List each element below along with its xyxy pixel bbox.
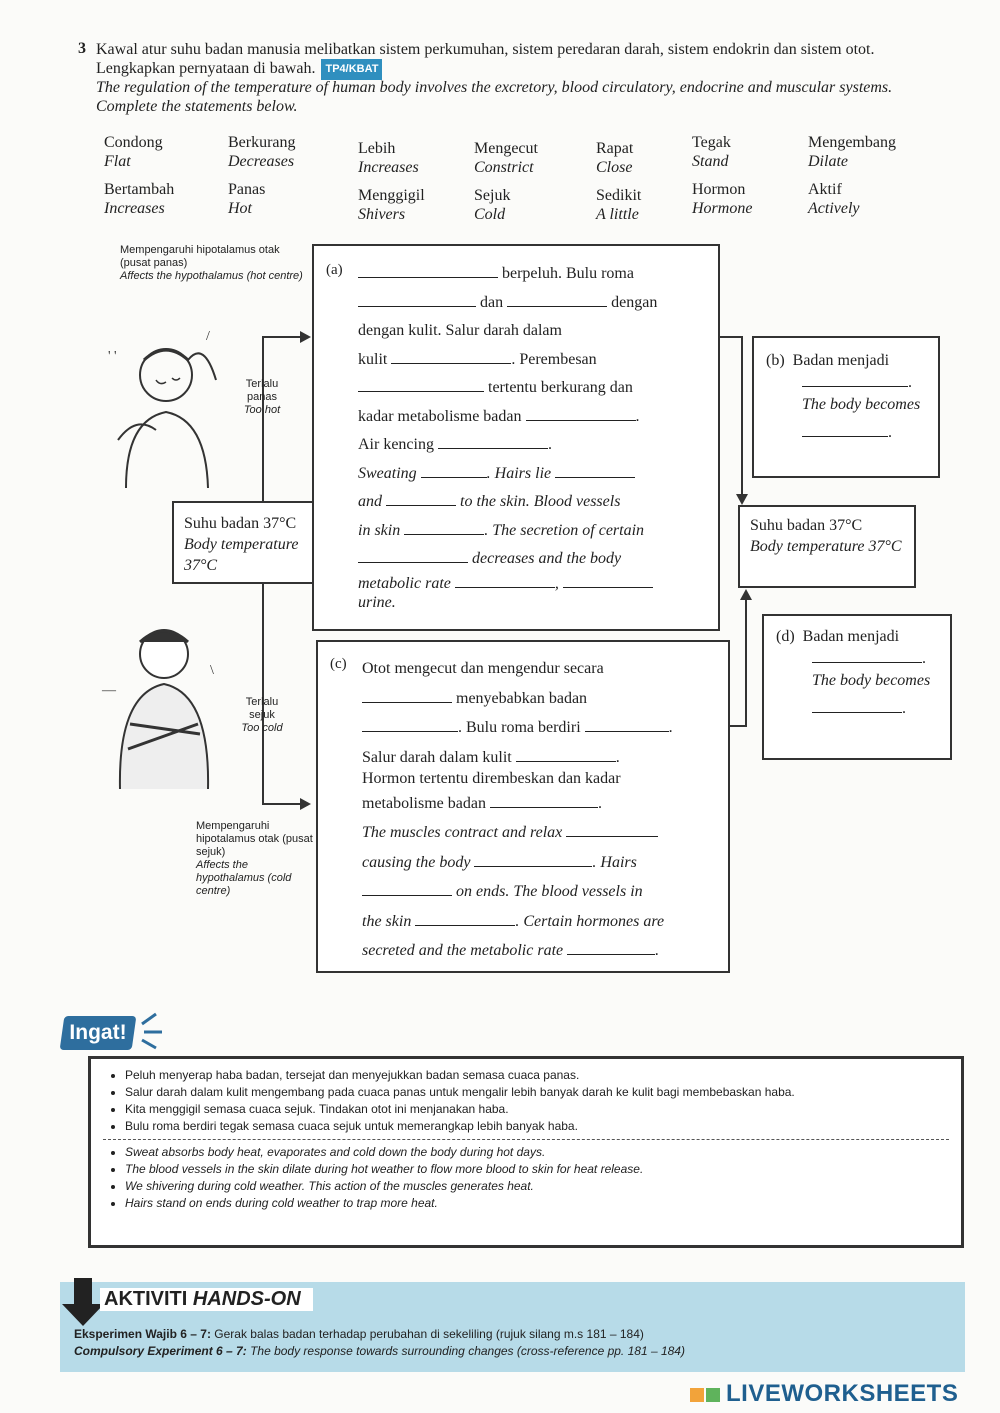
answer-a11[interactable] xyxy=(404,522,484,535)
liveworksheets-logo: LIVEWORKSHEETS xyxy=(690,1380,958,1408)
word-bank-item: Rapat Close xyxy=(596,140,634,176)
hands-on-line-2: Compulsory Experiment 6 – 7: The body response towards surrounding changes (cross-reference pp. 181 – 184) xyxy=(74,1344,685,1358)
word-bank-item: Berkurang Decreases xyxy=(228,134,296,170)
answer-a13[interactable] xyxy=(455,575,555,588)
answer-a9[interactable] xyxy=(555,465,635,478)
word-bank-item: Mengembang Dilate xyxy=(808,134,896,170)
box-a-label: (a) xyxy=(326,262,343,278)
answer-d1[interactable] xyxy=(812,650,922,663)
ingat-point: • Peluh menyerap haba badan, tersejat dan menyejukkan badan semasa cuaca panas. xyxy=(125,1067,949,1084)
answer-c4[interactable] xyxy=(516,749,616,762)
answer-a7[interactable] xyxy=(438,436,548,449)
question-text-english: The regulation of the temperature of human body involves the excretory, blood circulatory, endocrine and muscular systems. Complete the statements below. xyxy=(96,79,893,115)
ingat-point: • We shivering during cold weather. This action of the muscles generates heat. xyxy=(125,1178,949,1195)
answer-c9[interactable] xyxy=(415,913,515,926)
answer-c2[interactable] xyxy=(362,719,458,732)
answer-a3[interactable] xyxy=(507,294,607,307)
answer-c6[interactable] xyxy=(566,824,658,837)
svg-text:/: / xyxy=(206,329,210,344)
word-bank-item: Sejuk Cold xyxy=(474,187,511,223)
question-number: 3 xyxy=(78,40,86,57)
box-d-label: (d) xyxy=(776,628,795,645)
word-bank-item: Hormon Hormone xyxy=(692,181,753,217)
ingat-badge: Ingat! xyxy=(60,1016,137,1050)
svg-text:—: — xyxy=(102,683,116,698)
answer-a14[interactable] xyxy=(563,575,653,588)
body-temperature-box-left: Suhu badan 37°C Body temperature 37°C xyxy=(172,501,342,584)
ingat-point: • The blood vessels in the skin dilate during hot weather to flow more blood to skin for heat release. xyxy=(125,1161,949,1178)
cold-person-illustration xyxy=(100,614,230,794)
question-text-malay: Kawal atur suhu badan manusia melibatkan sistem perkumuhan, sistem peredaran darah, sistem endokrin dan sistem otot. Lengkapkan pernyataan di bawah. TP4/KBAT xyxy=(96,40,926,80)
box-c-label: (c) xyxy=(330,656,347,672)
ingat-point: • Kita menggigil semasa cuaca sejuk. Tindakan otot ini menjanakan haba. xyxy=(125,1101,949,1118)
answer-b2[interactable] xyxy=(802,424,888,437)
box-a-hot-response: (a) berpeluh. Bulu roma dan dengan dengan kulit. Salur darah dalam kulit . Perembesan tertentu berkurang dan kadar metabolisme badan . Air kencing . Sweating . Hairs lie and to the skin. Blood vessels in skin . The secretion of certain decreases and the body metabolic rate , urine. xyxy=(312,244,720,631)
answer-d2[interactable] xyxy=(812,700,902,713)
ingat-point: • Bulu roma berdiri tegak semasa cuaca sejuk untuk memerangkap lebih banyak haba. xyxy=(125,1118,949,1135)
answer-b1[interactable] xyxy=(802,374,908,387)
box-b-body-becomes: (b) Badan menjadi . The body becomes . xyxy=(752,336,940,478)
body-temperature-box-right: Suhu badan 37°C Body temperature 37°C xyxy=(738,505,916,588)
answer-a12[interactable] xyxy=(358,550,468,563)
answer-c7[interactable] xyxy=(474,854,592,867)
ingat-point: • Salur darah dalam kulit mengembang pada cuaca panas untuk mengalir lebih banyak darah ke kulit bagi membebaskan haba. xyxy=(125,1084,949,1101)
answer-a8[interactable] xyxy=(421,465,487,478)
svg-text:\: \ xyxy=(210,663,214,678)
too-cold-label: Terlalu sejuk Too cold xyxy=(241,696,283,734)
word-bank-item: Menggigil Shivers xyxy=(358,187,425,223)
ingat-point: • Hairs stand on ends during cold weather to trap more heat. xyxy=(125,1195,949,1212)
ingat-notes-box xyxy=(88,1056,964,1248)
too-hot-label: Terlalu panas Too hot xyxy=(243,378,281,416)
ingat-point: • Sweat absorbs body heat, evaporates and cold down the body during hot days. xyxy=(125,1144,949,1161)
megaphone-rays-icon xyxy=(138,1010,168,1050)
level-badge: TP4/KBAT xyxy=(321,59,382,80)
answer-a2[interactable] xyxy=(358,294,476,307)
hot-centre-label: Mempengaruhi hipotalamus otak (pusat panas) Affects the hypothalamus (hot centre) xyxy=(120,244,303,282)
hands-on-line-1: Eksperimen Wajib 6 – 7: Gerak balas badan terhadap perubahan di sekeliling (rujuk silang m.s 181 – 184) xyxy=(74,1327,644,1341)
answer-a10[interactable] xyxy=(386,493,456,506)
answer-a5[interactable] xyxy=(358,379,484,392)
word-bank-item: Sedikit A little xyxy=(596,187,642,223)
answer-c5[interactable] xyxy=(490,795,598,808)
answer-c10[interactable] xyxy=(567,942,655,955)
box-b-label: (b) xyxy=(766,352,785,369)
box-c-cold-response: (c) Otot mengecut dan mengendur secara menyebabkan badan . Bulu roma berdiri . Salur darah dalam kulit . Hormon tertentu dirembeskan dan kadar metabolisme badan . The muscles contract and relax causing the body . Hairs on ends. The blood vessels in the skin . Certain hormones are secreted and the metabolic rate . xyxy=(316,640,730,973)
cold-centre-label: Mempengaruhi hipotalamus otak (pusat sejuk) Affects the hypothalamus (cold centre) xyxy=(196,820,313,897)
answer-c1[interactable] xyxy=(362,690,452,703)
word-bank-item: Tegak Stand xyxy=(692,134,731,170)
word-bank-item: Panas Hot xyxy=(228,181,266,217)
word-bank-item: Condong Flat xyxy=(104,134,163,170)
hot-person-illustration xyxy=(96,320,236,490)
word-bank-item: Mengecut Constrict xyxy=(474,140,538,176)
word-bank-item: Lebih Increases xyxy=(358,140,419,176)
answer-a4[interactable] xyxy=(391,351,511,364)
ingat-english-list xyxy=(103,1144,949,1212)
answer-a6[interactable] xyxy=(526,408,636,421)
answer-a1[interactable] xyxy=(358,265,498,278)
ingat-malay-list xyxy=(103,1067,949,1135)
svg-text:' ': ' ' xyxy=(108,349,117,364)
answer-c8[interactable] xyxy=(362,883,452,896)
word-bank-item: Aktif Actively xyxy=(808,181,860,217)
word-bank-item: Bertambah Increases xyxy=(104,181,175,217)
answer-c3[interactable] xyxy=(585,719,669,732)
hands-on-title: AKTIVITI HANDS-ON xyxy=(100,1288,313,1311)
box-d-body-becomes: (d) Badan menjadi . The body becomes . xyxy=(762,614,952,760)
